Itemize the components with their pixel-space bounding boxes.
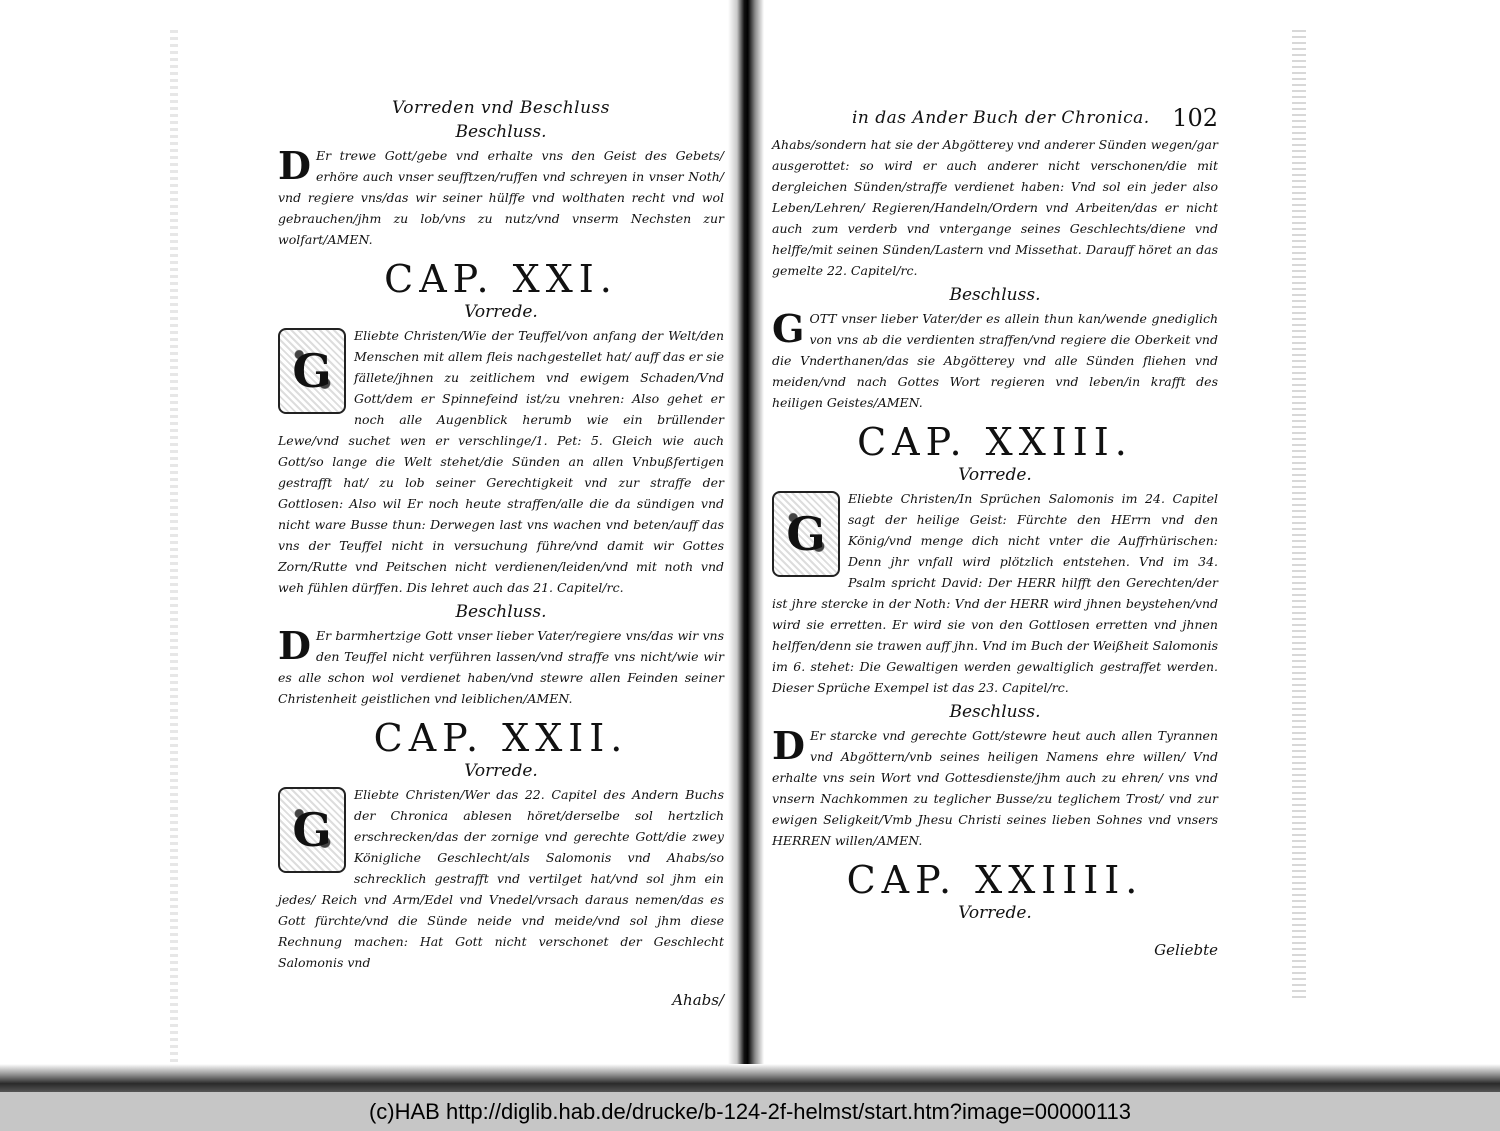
decorated-initial: D <box>772 723 805 768</box>
page-number: 102 <box>1172 104 1218 132</box>
decorated-initial: D <box>278 143 311 188</box>
paragraph-text: Eliebte Christen/Wer das 22. Capitel des Andern Buchs der Chronica ablesen höret/derselbe sol hertzlich erschrecken/das der zornige vnd gerechte Gott/die zwey Königliche Geschlecht/als Salomonis vnd Ahabs/so schrecklich gestrafft vnd vertilget hat/vnd sol jhm ein jedes/ Reich vnd Arm/Edel vnd Vnedel/vrsach daraus nemen/das es Gott fürchte/vnd die Sünde neide vnd meide/vnd sol jhm diese Rechnung machen: Hat Gott nicht verschonet der Geschlecht Salomonis vnd <box>278 787 724 970</box>
paragraph <box>278 784 724 973</box>
page-body <box>278 122 724 1009</box>
section-heading: Vorrede. <box>958 465 1032 485</box>
paragraph-text: Eliebte Christen/Wie der Teuffel/von anfang der Welt/den Menschen mit allem fleis nachgestellet hat/ auff das er sie fällete/jhnen zu zeitlichem vnd ewigem Schaden/Vnd Gott/dem er Spinnefeind ist/zu vnehren: Also gehet er noch alle Augenblick herumb wie ein brüllender Lewe/vnd suchet wen er verschlinge/1. Pet: 5. Gleich wie auch Gott/so lange die Welt stehet/die Sünden an allen Vnbußfertigen gestrafft hat/ zu lob seiner Gerechtigkeit vnd zur straffe der Gottlosen: Also wil Er noch heute straffen/alle die da sündigen vnd nicht ware Busse thun: Derwegen last vns wachen vnd beten/auff das vns der Teuffel nicht in versuchung führe/vnd damit wir Gottes Zorn/Rutte vnd Peitschen nicht verdienen/leiden/vnd mit noth vnd weh fühlen dürffen. Dis lehret auch das 21. Capitel/rc. <box>278 328 724 595</box>
paragraph <box>772 134 1218 281</box>
running-head-row <box>772 104 1218 134</box>
chapter-title: CAP. XXIII. <box>857 420 1133 464</box>
decorated-initial: G <box>772 491 840 577</box>
section-heading: Vorrede. <box>464 302 538 322</box>
paragraph-text: Eliebte Christen/In Sprüchen Salomonis im 24. Capitel sagt der heilige Geist: Fürchte den HErrn vnd den König/vnd menge dich nicht vnter die Auffrhürischen: Denn jhr vnfall wird plötzlich entstehen. Vnd im 34. Psalm spricht David: Der HERR hilfft den Gerechten/der ist jhre stercke in der Noth: Vnd der HERR wird jhnen beystehen/vnd wird sie erretten. Er wird sie von den Gottlosen erretten vnd jhnen helffen/denn sie trawen auff jhn. Vnd im Buch der Weißheit Salomonis im 6. stehet: Die Gewaltigen werden gewaltiglich gestraffet werden. Dieser Sprüche Exempel ist das 23. Capitel/rc. <box>772 491 1218 695</box>
page-body <box>772 134 1218 959</box>
section-heading: Beschluss. <box>949 702 1041 722</box>
right-page-edge <box>1292 30 1306 1000</box>
copyright-footer <box>0 1092 1500 1131</box>
section-heading: Vorrede. <box>464 761 538 781</box>
chapter-title: CAP. XXIIII. <box>846 858 1144 902</box>
section-heading: Beschluss. <box>455 122 547 142</box>
decorated-initial: D <box>278 623 311 668</box>
paragraph <box>772 308 1218 413</box>
book-spine <box>728 0 764 1092</box>
paragraph-text: Ahabs/sondern hat sie der Abgötterey vnd anderer Sünden wegen/gar ausgerottet: so wird er auch anderer nicht verschonen/die mit dergleichen Sünden/straffe verdienet haben: Vnd sol ein jeder also Leben/Lehren/ Regieren/Handeln/Ordern vnd Arbeiten/das er nicht auch zum verderb vnd vntergange seines Geschlechts/diene vnd helffe/mit seinen Sünden/Lastern vnd Missethat. Darauff höret an das gemelte 22. Capitel/rc. <box>772 137 1218 278</box>
catchword: Ahabs/ <box>672 991 724 1009</box>
paragraph <box>772 488 1218 698</box>
paragraph-text: OTT vnser lieber Vater/der es allein thun kan/wende gnediglich von vns ab die verdienten straffen/vnd regiere die Oberkeit vnd die Vnderthanen/das sie Abgötterey vnd alle Sünden fliehen vnd meiden/vnd nach Gottes Wort regieren vnd leben/in krafft des heiligen Geistes/AMEN. <box>772 311 1218 410</box>
left-page <box>278 98 724 1009</box>
decorated-initial: G <box>278 787 346 873</box>
chapter-title: CAP. XXI. <box>384 257 618 301</box>
running-head: in das Ander Buch der Chronica. <box>852 108 1150 128</box>
decorated-initial: G <box>278 328 346 414</box>
paragraph <box>278 625 724 709</box>
paragraph <box>278 325 724 598</box>
left-page-edge <box>170 30 178 1070</box>
footer-text: (c)HAB http://diglib.hab.de/drucke/b-124-2f-helmst/start.htm?image=00000113 <box>368 1098 1132 1124</box>
scan-bottom-shadow <box>0 1064 1500 1092</box>
section-heading: Beschluss. <box>949 285 1041 305</box>
paragraph <box>278 145 724 250</box>
section-heading: Vorrede. <box>958 903 1032 923</box>
chapter-title: CAP. XXII. <box>373 716 629 760</box>
decorated-initial: G <box>772 306 805 351</box>
catchword: Geliebte <box>1154 941 1218 959</box>
running-head: Vorreden vnd Beschluss <box>392 98 610 118</box>
paragraph-text: Er starcke vnd gerechte Gott/stewre heut auch allen Tyrannen vnd Abgöttern/vnb seines heiligen Namens ehre willen/ Vnd erhalte vns sein Wort vnd Gottesdienste/jhm auch zu ehren/ vns vnd vnsern Nachkommen zu teglicher Busse/zu teglichem Trost/ vnd zur ewigen Seligkeit/Vmb Jhesu Christi seines lieben Sohnes vnd vnsers HERREN willen/AMEN. <box>772 728 1218 848</box>
paragraph-text: Er trewe Gott/gebe vnd erhalte vns den Geist des Gebets/ erhöre auch vnser seufftzen/ruffen vnd schreyen in vnser Noth/ vnd regiere vns/das wir seiner hülffe vnd wolthaten recht vnd wol gebrauchen/jhm zu lob/vns zu nutz/vnd vnserm Nechsten zur wolfart/AMEN. <box>278 148 724 247</box>
right-page <box>772 104 1218 959</box>
paragraph-text: Er barmhertzige Gott vnser lieber Vater/regiere vns/das wir vns den Teuffel nicht verführen lassen/vnd straffe vns nicht/wie wir es alle schon wol verdienet haben/vnd stewre allen Feinden seiner Christenheit geistlichen vnd leiblichen/AMEN. <box>278 628 724 706</box>
section-heading: Beschluss. <box>455 602 547 622</box>
paragraph <box>772 725 1218 851</box>
